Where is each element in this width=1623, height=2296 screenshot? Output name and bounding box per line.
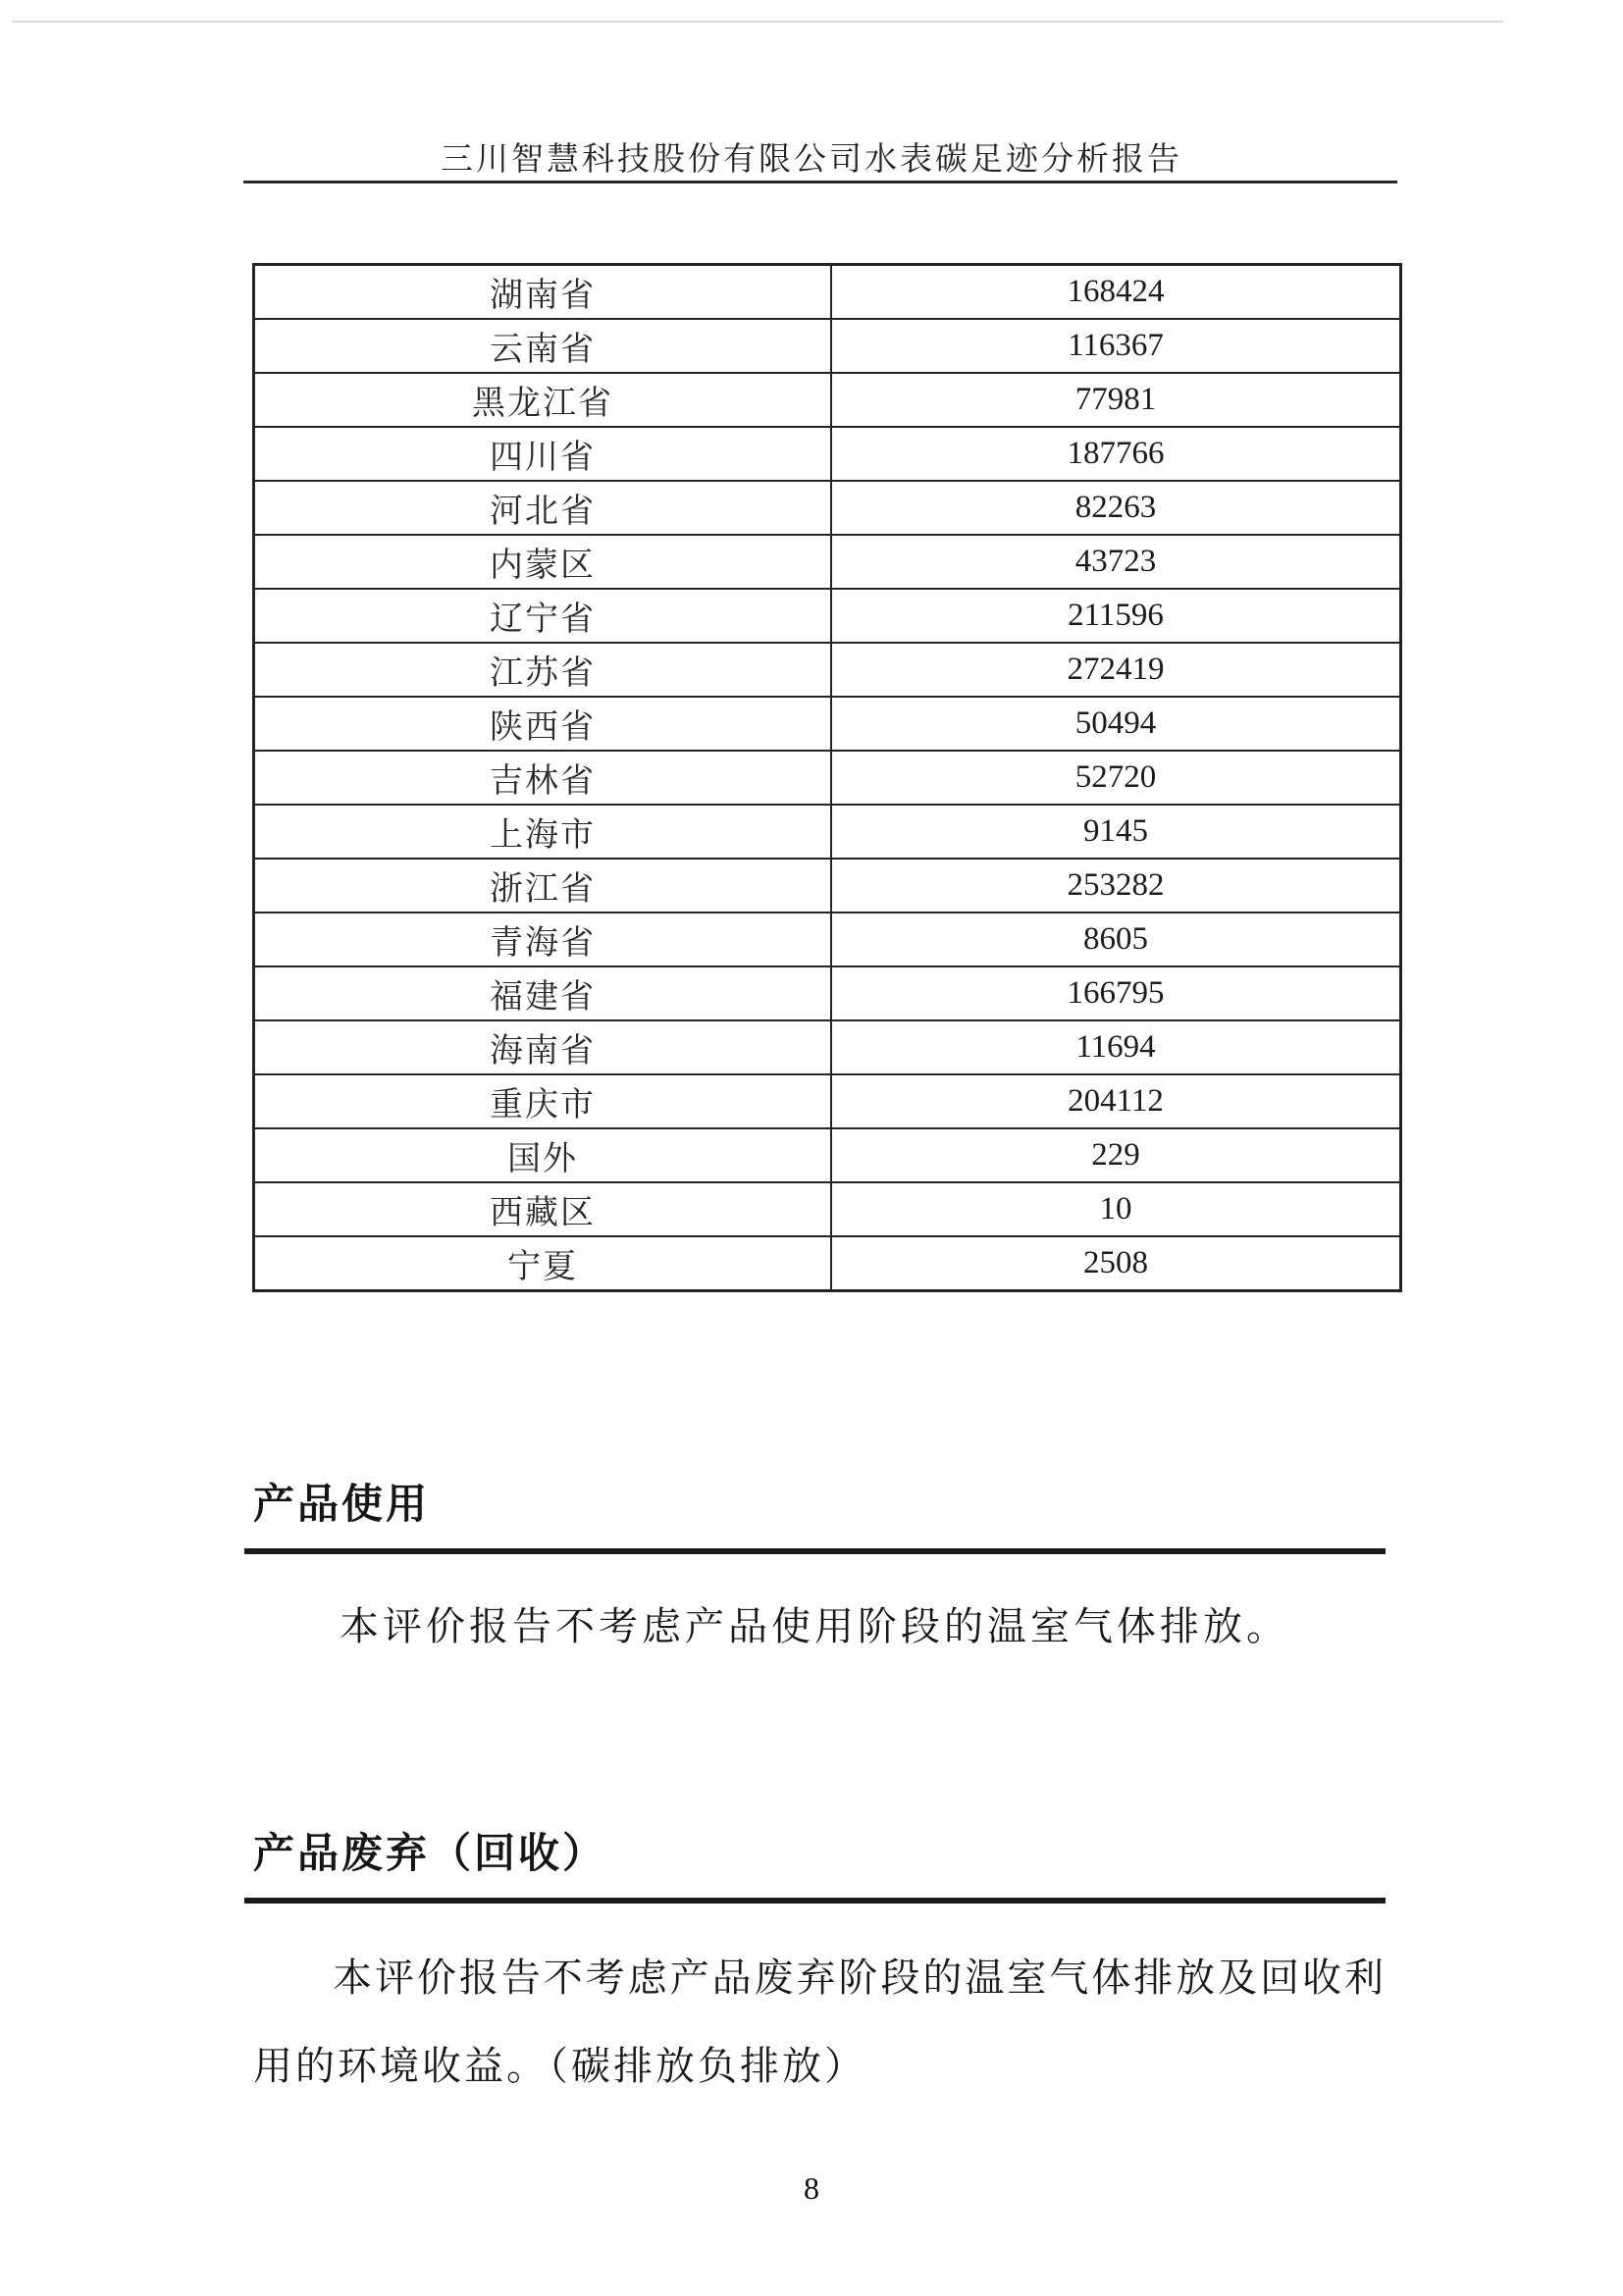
region-cell: 海南省 xyxy=(254,1020,832,1074)
region-cell: 内蒙区 xyxy=(254,535,832,589)
value-cell: 272419 xyxy=(831,643,1401,697)
region-cell: 福建省 xyxy=(254,966,832,1020)
region-cell: 云南省 xyxy=(254,319,832,373)
region-cell: 重庆市 xyxy=(254,1074,832,1128)
section-paragraph-product-use: 本评价报告不考虑产品使用阶段的温室气体排放。 xyxy=(340,1604,1289,1648)
table-row xyxy=(254,643,1401,697)
table-row xyxy=(254,481,1401,535)
section-paragraph-product-disposal-line1: 本评价报告不考虑产品废弃阶段的温室气体排放及回收利 xyxy=(333,1956,1386,2000)
section-rule xyxy=(244,1898,1386,1904)
table-row xyxy=(254,913,1401,966)
table-row xyxy=(254,1182,1401,1236)
value-cell: 2508 xyxy=(831,1236,1401,1291)
table-row xyxy=(254,966,1401,1020)
table-row xyxy=(254,427,1401,481)
table-row xyxy=(254,589,1401,643)
region-cell: 宁夏 xyxy=(254,1236,832,1291)
table-row xyxy=(254,373,1401,427)
region-cell: 青海省 xyxy=(254,913,832,966)
value-cell: 11694 xyxy=(831,1020,1401,1074)
region-cell: 河北省 xyxy=(254,481,832,535)
value-cell: 168424 xyxy=(831,265,1401,320)
region-cell: 浙江省 xyxy=(254,859,832,913)
value-cell: 52720 xyxy=(831,751,1401,805)
region-cell: 陕西省 xyxy=(254,697,832,751)
region-cell: 黑龙江省 xyxy=(254,373,832,427)
section-heading-product-use: 产品使用 xyxy=(253,1481,431,1527)
page-number: 8 xyxy=(804,2170,819,2206)
section-heading-product-disposal: 产品废弃（回收） xyxy=(253,1830,607,1876)
value-cell: 229 xyxy=(831,1128,1401,1182)
value-cell: 50494 xyxy=(831,697,1401,751)
province-quantity-table xyxy=(252,263,1402,1292)
table-row xyxy=(254,1236,1401,1291)
value-cell: 211596 xyxy=(831,589,1401,643)
region-cell: 吉林省 xyxy=(254,751,832,805)
table-row xyxy=(254,751,1401,805)
table-row xyxy=(254,697,1401,751)
value-cell: 77981 xyxy=(831,373,1401,427)
region-cell: 江苏省 xyxy=(254,643,832,697)
value-cell: 187766 xyxy=(831,427,1401,481)
value-cell: 253282 xyxy=(831,859,1401,913)
table-row xyxy=(254,805,1401,859)
region-cell: 上海市 xyxy=(254,805,832,859)
value-cell: 116367 xyxy=(831,319,1401,373)
value-cell: 43723 xyxy=(831,535,1401,589)
scan-artifact-line xyxy=(12,21,1503,23)
region-cell: 湖南省 xyxy=(254,265,832,320)
section-paragraph-product-disposal-line2: 用的环境收益。（碳排放负排放） xyxy=(253,2044,866,2088)
table-body xyxy=(254,265,1401,1291)
section-rule xyxy=(244,1548,1386,1554)
table-row xyxy=(254,319,1401,373)
region-cell: 四川省 xyxy=(254,427,832,481)
table-row xyxy=(254,1128,1401,1182)
header-rule xyxy=(243,181,1397,183)
value-cell: 8605 xyxy=(831,913,1401,966)
value-cell: 82263 xyxy=(831,481,1401,535)
value-cell: 10 xyxy=(831,1182,1401,1236)
table-row xyxy=(254,535,1401,589)
table-row xyxy=(254,859,1401,913)
region-cell: 辽宁省 xyxy=(254,589,832,643)
value-cell: 9145 xyxy=(831,805,1401,859)
report-header-title: 三川智慧科技股份有限公司水表碳足迹分析报告 xyxy=(441,142,1182,178)
table-row xyxy=(254,265,1401,320)
region-cell: 国外 xyxy=(254,1128,832,1182)
value-cell: 204112 xyxy=(831,1074,1401,1128)
table-row xyxy=(254,1020,1401,1074)
table-row xyxy=(254,1074,1401,1128)
value-cell: 166795 xyxy=(831,966,1401,1020)
region-cell: 西藏区 xyxy=(254,1182,832,1236)
